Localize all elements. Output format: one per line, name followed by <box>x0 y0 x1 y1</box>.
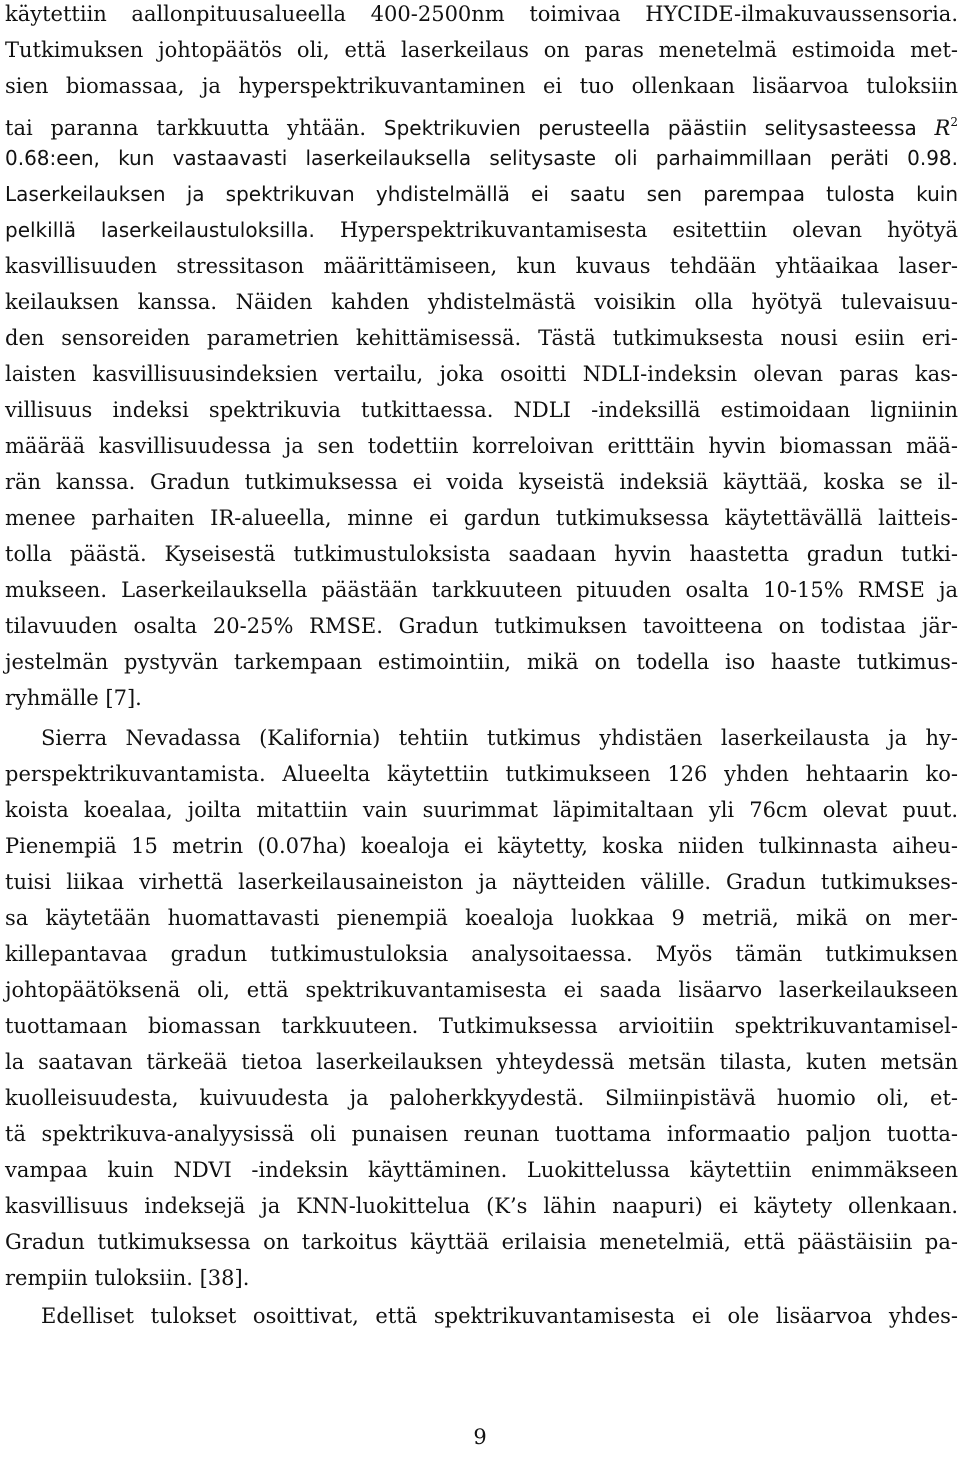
text-line: Edelliset tulokset osoittivat, että spektrikuvantamisesta ei ole lisäarvoa yhdes- <box>41 1304 958 1328</box>
r-squared-symbol: $R^2$ <box>934 115 958 140</box>
text-line: perspektrikuvantamista. Alueelta käytettiin tutkimukseen 126 yhden hehtaarin ko- <box>5 762 958 786</box>
text-line: johtopäätöksenä oli, että spektrikuvantamisesta ei saada lisäarvo laserkeilaukseen <box>5 978 958 1002</box>
text-line: laisten kasvillisuusindeksien vertailu, joka osoitti NDLI-indeksin olevan paras kas- <box>5 362 958 386</box>
page-number: 9 <box>473 1425 487 1449</box>
text-line: määrää kasvillisuudessa ja sen todettiin korreloivan eritttäin hyvin biomassan mää- <box>5 434 958 458</box>
text-line: Pienempiä 15 metrin (0.07ha) koealoja ei käytetty, koska niiden tulkinnasta aiheu- <box>5 834 958 858</box>
text-line: Sierra Nevadassa (Kalifornia) tehtiin tutkimus yhdistäen laserkeilausta ja hy- <box>41 726 958 750</box>
text-line: rän kanssa. Gradun tutkimuksessa ei voida kyseistä indeksiä käyttää, koska se il- <box>5 470 958 494</box>
text-line: käytettiin aallonpituusalueella 400-2500nm toimivaa HYCIDE-ilmakuvaussensoria. <box>5 2 958 26</box>
text-line: tuisi liikaa virhettä laserkeilausaineiston ja näytteiden välille. Gradun tutkimukses- <box>5 870 958 894</box>
text-line: kuolleisuudesta, kuivuudesta ja paloherkkyydestä. Silmiinpistävä huomio oli, et- <box>5 1086 958 1110</box>
text-line: sa käytetään huomattavasti pienempiä koealoja luokkaa 9 metriä, mikä on mer- <box>5 906 958 930</box>
text-line: kasvillisuuden stressitason määrittämiseen, kun kuvaus tehdään yhtäaikaa laser- <box>5 254 958 278</box>
text-line: den sensoreiden parametrien kehittämisessä. Tästä tutkimuksesta nousi esiin eri- <box>5 326 958 350</box>
text-line: tuottamaan biomassan tarkkuuteen. Tutkimuksessa arvioitiin spektrikuvantamisel- <box>5 1014 958 1038</box>
text-segment: tai paranna tarkkuutta yhtään. <box>5 116 384 140</box>
text-line: jestelmän pystyvän tarkempaan estimointiin, mikä on todella iso haaste tutkimus- <box>5 650 958 674</box>
text-line: tä spektrikuva-analyysissä oli punaisen reunan tuottama informaatio paljon tuotta- <box>5 1122 958 1146</box>
text-line: keilauksen kanssa. Näiden kahden yhdistelmästä voisikin olla hyötyä tulevaisuu- <box>5 290 958 314</box>
text-line-sans: 0.68:een, kun vastaavasti laserkeilauksella selitysaste oli parhaimmillaan peräti 0.98. <box>5 146 958 170</box>
text-line: tolla päästä. Kyseisestä tutkimustuloksista saadaan hyvin haastetta gradun tutki- <box>5 542 958 566</box>
text-line: Gradun tutkimuksessa on tarkoitus käyttää erilaisia menetelmiä, että päästäisiin pa- <box>5 1230 958 1254</box>
text-line: ryhmälle [7]. <box>5 686 142 710</box>
sans-segment: pelkillä laserkeilaustuloksilla. <box>5 218 315 242</box>
text-line-sans: Laserkeilauksen ja spektrikuvan yhdistelmällä ei saatu sen parempaa tulosta kuin <box>5 182 958 206</box>
text-line: villisuus indeksi spektrikuvia tutkittaessa. NDLI -indeksillä estimoidaan ligniinin <box>5 398 958 422</box>
text-line: rempiin tuloksiin. [38]. <box>5 1266 250 1290</box>
text-line: kasvillisuus indeksejä ja KNN-luokittelua (K’s lähin naapuri) ei käytety ollenkaan. <box>5 1194 958 1218</box>
text-line: la saatavan tärkeää tietoa laserkeilauksen yhteydessä metsän tilasta, kuten metsän <box>5 1050 958 1074</box>
text-line: Tutkimuksen johtopäätös oli, että laserkeilaus on paras menetelmä estimoida met- <box>5 38 958 62</box>
text-line: sien biomassaa, ja hyperspektrikuvantaminen ei tuo ollenkaan lisäarvoa tuloksiin <box>5 74 958 98</box>
text-line: tilavuuden osalta 20-25% RMSE. Gradun tutkimuksen tavoitteena on todistaa jär- <box>5 614 958 638</box>
text-line-mixed <box>5 212 958 248</box>
text-line-mixed <box>5 104 958 140</box>
sans-segment: Spektrikuvien perusteella päästiin selitysasteessa <box>383 116 917 140</box>
text-line: menee parhaiten IR-alueella, minne ei gardun tutkimuksessa käytettävällä laitteis- <box>5 506 958 530</box>
text-line: koista koealaa, joilta mitattiin vain suurimmat läpimitaltaan yli 76cm olevat puut. <box>5 798 958 822</box>
text-segment: Hyperspektrikuvantamisesta esitettiin olevan hyötyä <box>314 218 958 242</box>
text-line: mukseen. Laserkeilauksella päästään tarkkuuteen pituuden osalta 10-15% RMSE ja <box>5 578 958 602</box>
text-line: killepantavaa gradun tutkimustuloksia analysoitaessa. Myös tämän tutkimuksen <box>5 942 958 966</box>
text-line: vampaa kuin NDVI -indeksin käyttäminen. Luokittelussa käytettiin enimmäkseen <box>5 1158 958 1182</box>
